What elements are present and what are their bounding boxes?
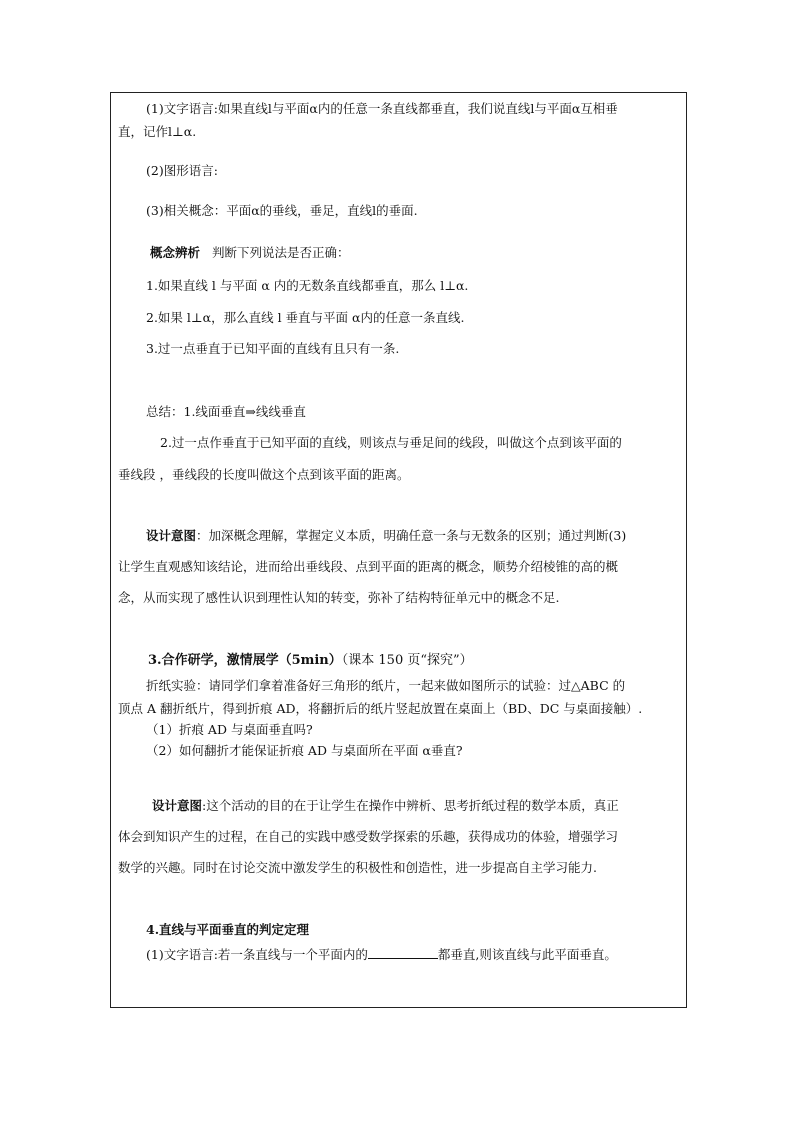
design-intent-1-line-1: 设计意图：加深概念理解，掌握定义本质，明确任意一条与无数条的区别；通过判断(3) [146, 528, 627, 543]
definition-text-line-2: 直，记作l⊥α. [118, 124, 197, 139]
folding-experiment-line-1: 折纸实验：请同学们拿着准备好三角形的纸片，一起来做如图所示的试验：过△ABC 的 [146, 678, 626, 693]
folding-question-1: （1）折痕 AD 与桌面垂直吗? [146, 722, 313, 737]
design-intent-1-line-3: 念，从而实现了感性认识到理性认知的转变，弥补了结构特征单元中的概念不足. [118, 590, 560, 605]
section-3-heading-line [148, 653, 713, 669]
concept-item-3: 3.过一点垂直于已知平面的直线有且只有一条. [146, 341, 400, 356]
concept-analysis-prompt: 判断下列说法是否正确： [212, 245, 350, 260]
summary-line-1: 总结：1.线面垂直⇒线线垂直 [146, 404, 306, 419]
definition-concepts: (3)相关概念：平面α的垂线，垂足，直线l的垂面. [146, 203, 418, 218]
summary-line-2: 2.过一点作垂直于已知平面的直线，则该点与垂足间的线段，叫做这个点到该平面的 [160, 435, 622, 450]
section-3-heading: 3.合作研学，激情展学（5min） [148, 653, 342, 668]
concept-item-2: 2.如果 l⊥α，那么直线 l 垂直与平面 α内的任意一条直线. [146, 310, 465, 325]
concept-analysis-label: 概念辨析 [150, 245, 201, 260]
design-intent-1-label: 设计意图 [146, 528, 197, 543]
theorem-text-line: (1)文字语言:若一条直线与一个平面内的 都垂直,则该直线与此平面垂直。 [146, 947, 617, 962]
section-3-reference: （课本 150 页“探究”） [341, 653, 473, 668]
concept-item-1: 1.如果直线 l 与平面 α 内的无数条直线都垂直，那么 l⊥α. [146, 278, 469, 293]
design-intent-2-line-3: 数学的兴趣。同时在讨论交流中激发学生的积极性和创造性，进一步提高自主学习能力. [118, 860, 597, 875]
design-intent-1-line-2: 让学生直观感知该结论，进而给出垂线段、点到平面的距离的概念，顺势介绍棱锥的高的概 [118, 559, 619, 574]
folding-experiment-line-2: 顶点 A 翻折纸片，得到折痕 AD，将翻折后的纸片竖起放置在桌面上（BD、DC 与桌面接触）. [118, 701, 643, 716]
concept-analysis-line [150, 245, 715, 261]
folding-question-2: （2）如何翻折才能保证折痕 AD 与桌面所在平面 α垂直? [146, 743, 463, 758]
section-4-heading: 4.直线与平面垂直的判定定理 [146, 922, 310, 937]
summary-line-3: 垂线段 ，垂线段的长度叫做这个点到该平面的距离。 [118, 467, 410, 482]
design-intent-2-label: 设计意图 [152, 798, 203, 813]
definition-text-line-1: (1)文字语言:如果直线l与平面α内的任意一条直线都垂直，我们说直线l与平面α互相垂 [146, 101, 618, 116]
fill-in-blank [368, 947, 438, 959]
design-intent-2-line-1: 设计意图:这个活动的目的在于让学生在操作中辨析、思考折纸过程的数学本质，真正 [152, 798, 619, 813]
definition-graphic: (2)图形语言: [146, 163, 218, 178]
folding-experiment-label: 折纸实验 [146, 678, 197, 693]
design-intent-2-line-2: 体会到知识产生的过程，在自己的实践中感受数学探索的乐趣，获得成功的体验，增强学习 [118, 829, 619, 844]
